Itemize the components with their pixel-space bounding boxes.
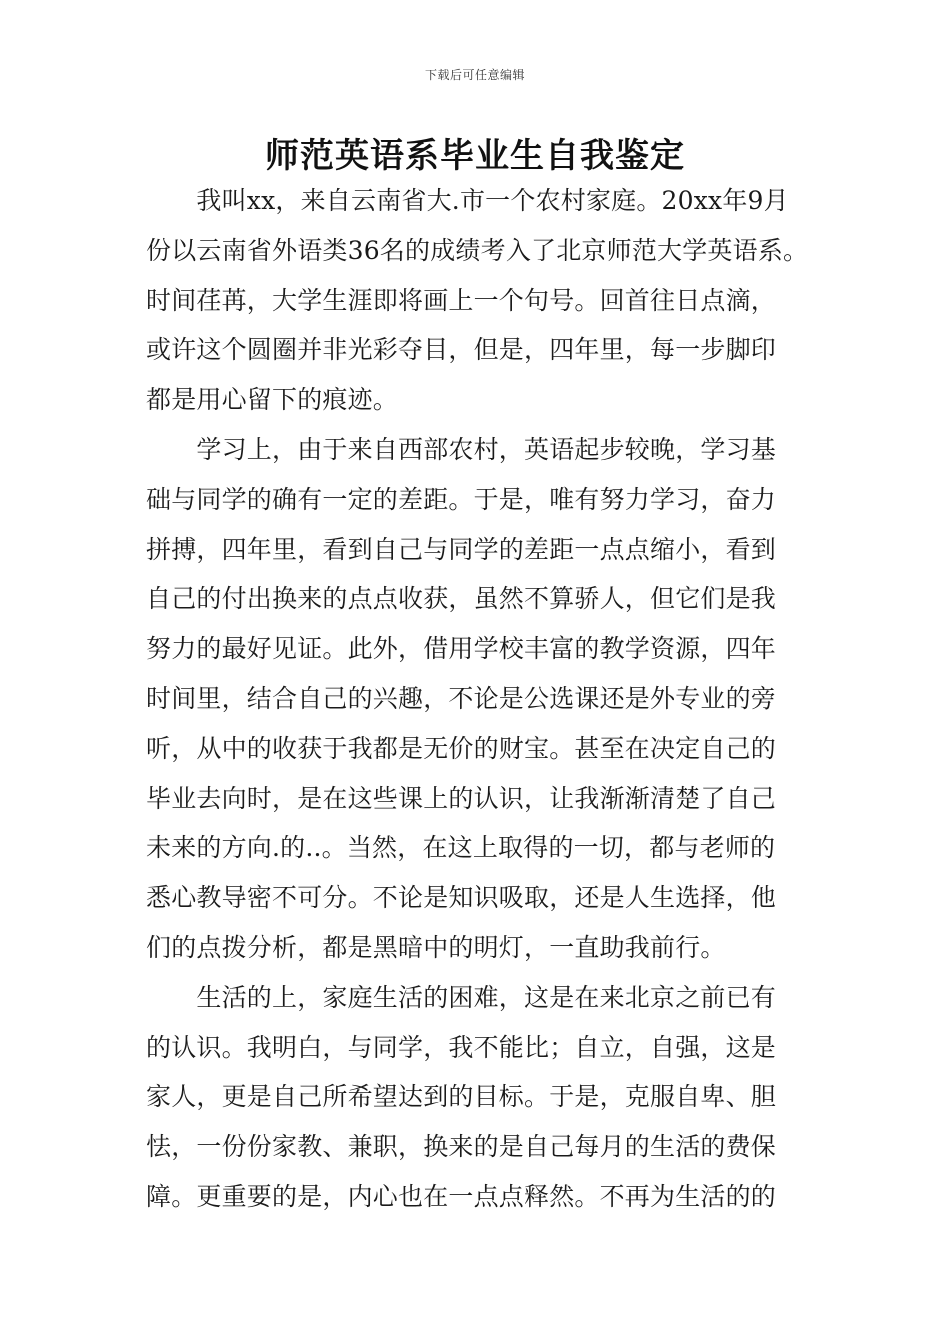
text-line: 时间荏苒，大学生涯即将画上一个句号。回首往日点滴， — [146, 285, 777, 315]
text-line: 努力的最好见证。此外，借用学校丰富的教学资源，四年 — [146, 634, 777, 664]
text-line: 悉心教导密不可分。不论是知识吸取，还是人生选择，他 — [146, 883, 777, 913]
text-line: 毕业去向时，是在这些课上的认识，让我渐渐清楚了自己 — [146, 783, 777, 813]
text-line: 怯，一份份家教、兼职，换来的是自己每月的生活的费保 — [146, 1132, 777, 1162]
text-line: 未来的方向.的..。当然，在这上取得的一切，都与老师的 — [146, 833, 776, 863]
text-line: 障。更重要的是，内心也在一点点释然。不再为生活的的 — [146, 1181, 777, 1211]
body-text — [146, 176, 826, 1222]
text-line: 的认识。我明白，与同学，我不能比；自立，自强，这是 — [146, 1032, 777, 1062]
text-line: 时间里，结合自己的兴趣，不论是公选课还是外专业的旁 — [146, 683, 777, 713]
document-title: 师范英语系毕业生自我鉴定 — [265, 136, 685, 176]
text-line: 础与同学的确有一定的差距。于是，唯有努力学习，奋力 — [146, 484, 777, 514]
text-line: 生活的上，家庭生活的困难，这是在来北京之前已有 — [146, 982, 777, 1012]
header-note: 下载后可任意编辑 — [424, 68, 525, 82]
text-line: 我叫xx，来自云南省大.市一个农村家庭。20xx年9月 — [146, 186, 789, 215]
text-line: 自己的付出换来的点点收获，虽然不算骄人，但它们是我 — [146, 584, 777, 614]
text-line: 都是用心留下的痕迹。 — [146, 385, 399, 415]
text-line: 份以云南省外语类36名的成绩考入了北京师范大学英语系。 — [146, 235, 809, 265]
text-line: 听，从中的收获于我都是无价的财宝。甚至在决定自己的 — [146, 733, 777, 763]
text-line: 或许这个圆圈并非光彩夺目，但是，四年里，每一步脚印 — [146, 335, 777, 365]
text-line: 们的点拨分析，都是黑暗中的明灯，一直助我前行。 — [146, 932, 726, 962]
text-line: 家人，更是自己所希望达到的目标。于是，克服自卑、胆 — [146, 1082, 777, 1112]
text-line: 拼搏，四年里，看到自己与同学的差距一点点缩小，看到 — [146, 534, 777, 564]
text-line: 学习上，由于来自西部农村，英语起步较晚，学习基 — [146, 434, 777, 464]
